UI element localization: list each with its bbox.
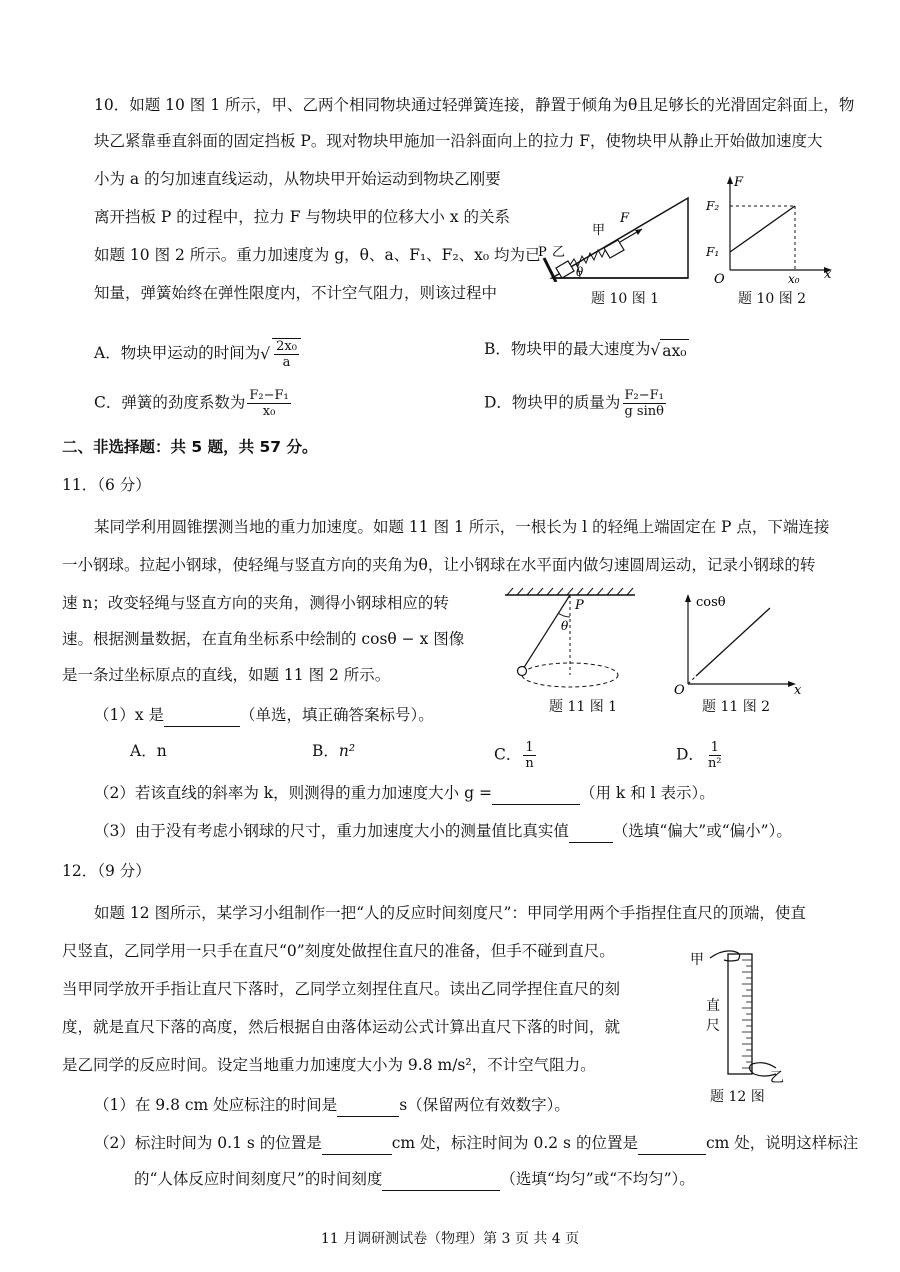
fig-11-1-caption: 题 11 图 1 xyxy=(549,699,618,715)
q11-line-4: 速。根据测量数据，在直角坐标系中绘制的 cosθ − x 图像 xyxy=(62,630,465,648)
sqrt-icon: √ ax₀ xyxy=(650,339,688,362)
fig-10-1-incline-diagram xyxy=(530,190,700,282)
q12-line-2: 尺竖直，乙同学用一只手在直尺“0”刻度处做捏住直尺的准备，但手不碰到直尺。 xyxy=(62,942,615,960)
q12-sub-1-hint: s（保留两位有效数字）。 xyxy=(399,1096,570,1114)
q11-option-c-den: n xyxy=(525,756,534,771)
q11-sub-2-blank[interactable] xyxy=(492,782,580,805)
q12-sub-2-blank-2[interactable] xyxy=(638,1132,706,1155)
q10-line-5: 如题 10 图 2 所示。重力加速度为 g，θ、a、F₁、F₂、x₀ 均为已 xyxy=(94,246,541,264)
fig10-origin: O xyxy=(714,272,725,284)
section-2-heading: 二、非选择题：共 5 题，共 57 分。 xyxy=(62,438,318,456)
q11-option-c[interactable] xyxy=(494,740,538,771)
fig11-axis-x: x xyxy=(794,683,802,696)
fig10-jia-label: 甲 xyxy=(592,223,606,238)
fig10-yi-label: 乙 xyxy=(552,245,566,260)
q11-sub-1 xyxy=(94,704,434,727)
q11-sub-2-hint: （用 k 和 l 表示）。 xyxy=(579,784,715,802)
q10-option-c-num: F₂−F₁ xyxy=(249,388,289,403)
q11-option-c-num: 1 xyxy=(525,740,534,755)
q11-option-b[interactable] xyxy=(312,740,355,762)
q12-heading: 12．（9 分） xyxy=(62,862,151,880)
q12-line-4: 度，就是直尺下落的高度，然后根据自由落体运动公式计算出直尺下落的时间，就 xyxy=(62,1018,621,1036)
fig10-axis-x: x xyxy=(824,267,832,282)
q12-line-5: 是乙同学的反应时间。设定当地重力加速度大小为 9.8 m/s²，不计空气阻力。 xyxy=(62,1056,596,1074)
q10-option-c-den: x₀ xyxy=(262,404,276,419)
fig-11-2-caption: 题 11 图 2 xyxy=(702,699,771,715)
fig11-origin: O xyxy=(674,683,685,696)
q11-option-d-den: n² xyxy=(707,756,722,771)
q11-line-2: 一小钢球。拉起小钢球，使轻绳与竖直方向的夹角为θ，让小钢球在水平面内做匀速圆周运动，记录小钢球的转 xyxy=(62,556,816,574)
fig11-axis-y: cosθ xyxy=(696,595,726,610)
fig10-x0-label: x₀ xyxy=(788,272,800,284)
q11-sub-2-text: （2）若该直线的斜率为 k，则测得的重力加速度大小 g = xyxy=(94,784,492,802)
page-footer: 11 月调研测试卷（物理）第 3 页 共 4 页 xyxy=(320,1231,580,1247)
fig10-axis-f: F xyxy=(734,175,744,190)
q10-line-6: 知量，弹簧始终在弹性限度内，不计空气阻力，则该过程中 xyxy=(94,284,498,302)
fig10-theta-label: θ xyxy=(576,265,584,279)
q12-sub-2b xyxy=(134,1168,695,1191)
q11-sub-3-hint: （选填“偏大”或“偏小”）。 xyxy=(612,822,792,840)
q10-option-a-num: 2x₀ xyxy=(276,339,297,354)
fig-11-1-pendulum-diagram xyxy=(495,585,645,695)
q12-line-1: 如题 12 图所示，某学习小组制作一把“人的反应时间刻度尺”：甲同学用两个手指捏住直尺的顶端，使直 xyxy=(94,904,806,922)
fig10-f1-label: F₁ xyxy=(706,245,720,259)
q11-sub-3-text: （3）由于没有考虑小钢球的尺寸，重力加速度大小的测量值比真实值 xyxy=(94,822,569,840)
fig-12-caption: 题 12 图 xyxy=(710,1089,765,1105)
q12-sub-2b-blank[interactable] xyxy=(382,1168,500,1191)
q11-option-a[interactable]: A．n xyxy=(130,742,167,760)
fig-12-ruler-diagram xyxy=(680,944,790,1084)
q11-option-b-value: n² xyxy=(338,742,356,760)
q11-sub-2 xyxy=(94,782,715,805)
fig10-p-label: P xyxy=(538,245,547,260)
q11-option-b-text: B． xyxy=(312,742,339,760)
q12-sub-2-tail: cm 处，说明这样标注 xyxy=(705,1134,859,1152)
q11-sub-1-blank[interactable] xyxy=(164,704,240,727)
fig-10-2-caption: 题 10 图 2 xyxy=(738,291,807,307)
sqrt-icon: √ $\frac{\text{2x₀}}{a}$ xyxy=(260,338,303,370)
q12-sub-1-text: （1）在 9.8 cm 处应标注的时间是 xyxy=(94,1096,338,1114)
q10-option-d[interactable] xyxy=(484,388,668,419)
fig12-ruler-label-2: 尺 xyxy=(706,1018,720,1034)
q10-option-d-num: F₂−F₁ xyxy=(624,388,664,403)
fig12-yi-label: 乙 xyxy=(770,1070,784,1084)
q12-line-3: 当甲同学放开手指让直尺下落时，乙同学立刻捏住直尺。读出乙同学捏住直尺的刻 xyxy=(62,980,621,998)
fig-11-2-graph xyxy=(670,590,810,696)
q10-option-b-text: B．物块甲的最大速度为 xyxy=(484,340,651,358)
q11-line-1: 某同学利用圆锥摆测当地的重力加速度。如题 11 图 1 所示，一根长为 l 的轻绳上端固定在 P 点，下端连接 xyxy=(94,518,830,536)
q10-line-1: 10．如题 10 图 1 所示，甲、乙两个相同物块通过轻弹簧连接，静置于倾角为θ且足够长的光滑固定斜面上，物 xyxy=(94,96,855,114)
q12-sub-1 xyxy=(94,1094,570,1117)
q11-option-d-text: D． xyxy=(676,745,704,764)
q10-option-a-den: a xyxy=(282,355,291,370)
q11-option-d[interactable] xyxy=(676,740,726,771)
fig10-f-label: F xyxy=(620,211,630,226)
q10-line-3: 小为 a 的匀加速直线运动，从物块甲开始运动到物块乙刚要 xyxy=(94,170,501,188)
q12-sub-2-mid: cm 处，标注时间为 0.2 s 的位置是 xyxy=(391,1134,638,1152)
q10-line-4: 离开挡板 P 的过程中，拉力 F 与物块甲的位移大小 x 的关系 xyxy=(94,208,510,226)
q11-sub-1-text: （1）x 是 xyxy=(94,706,165,724)
fig-10-1-caption: 题 10 图 1 xyxy=(591,291,660,307)
q12-sub-2-blank-1[interactable] xyxy=(322,1132,392,1155)
q11-heading: 11．（6 分） xyxy=(62,476,151,494)
q12-sub-2 xyxy=(94,1132,858,1155)
q11-sub-3 xyxy=(94,820,792,843)
q10-option-b[interactable] xyxy=(484,338,689,362)
fig12-jia-label: 甲 xyxy=(690,952,704,968)
q12-sub-1-blank[interactable] xyxy=(337,1094,399,1117)
fig11-p-label: P xyxy=(575,598,584,613)
q11-sub-3-blank[interactable] xyxy=(569,820,613,843)
q10-option-b-radicand: ax₀ xyxy=(660,339,688,362)
q11-option-c-text: C． xyxy=(494,745,522,764)
q12-sub-2-text: （2）标注时间为 0.1 s 的位置是 xyxy=(94,1134,322,1152)
q10-option-c[interactable] xyxy=(94,388,293,419)
q12-sub-2b-hint: （选填“均匀”或“不均匀”）。 xyxy=(500,1170,695,1188)
q11-option-d-num: 1 xyxy=(710,740,719,755)
fig10-f2-label: F₂ xyxy=(706,199,720,213)
q12-sub-2b-text: 的“人体反应时间刻度尺”的时间刻度 xyxy=(134,1170,383,1188)
q10-line-2: 块乙紧靠垂直斜面的固定挡板 P。现对物块甲施加一沿斜面向上的拉力 F，使物块甲从静止开始做加速度大 xyxy=(94,132,823,150)
fig12-ruler-label-1: 直 xyxy=(706,998,720,1014)
q10-option-d-den: g sinθ xyxy=(624,404,664,419)
fig11-theta-label: θ xyxy=(561,619,569,633)
q10-option-c-text: C．弹簧的劲度系数为 xyxy=(94,393,246,412)
q10-option-a-text: A．物块甲运动的时间为 xyxy=(94,344,261,362)
q11-line-5: 是一条过坐标原点的直线，如题 11 图 2 所示。 xyxy=(62,666,391,684)
q11-line-3: 速 n；改变轻绳与竖直方向的夹角，测得小钢球相应的转 xyxy=(62,594,449,612)
fig-10-2-graph xyxy=(700,172,840,284)
q11-sub-1-hint: （单选，填正确答案标号）。 xyxy=(240,706,434,724)
q10-option-a[interactable] xyxy=(94,338,303,370)
q10-option-d-text: D．物块甲的质量为 xyxy=(484,393,621,412)
